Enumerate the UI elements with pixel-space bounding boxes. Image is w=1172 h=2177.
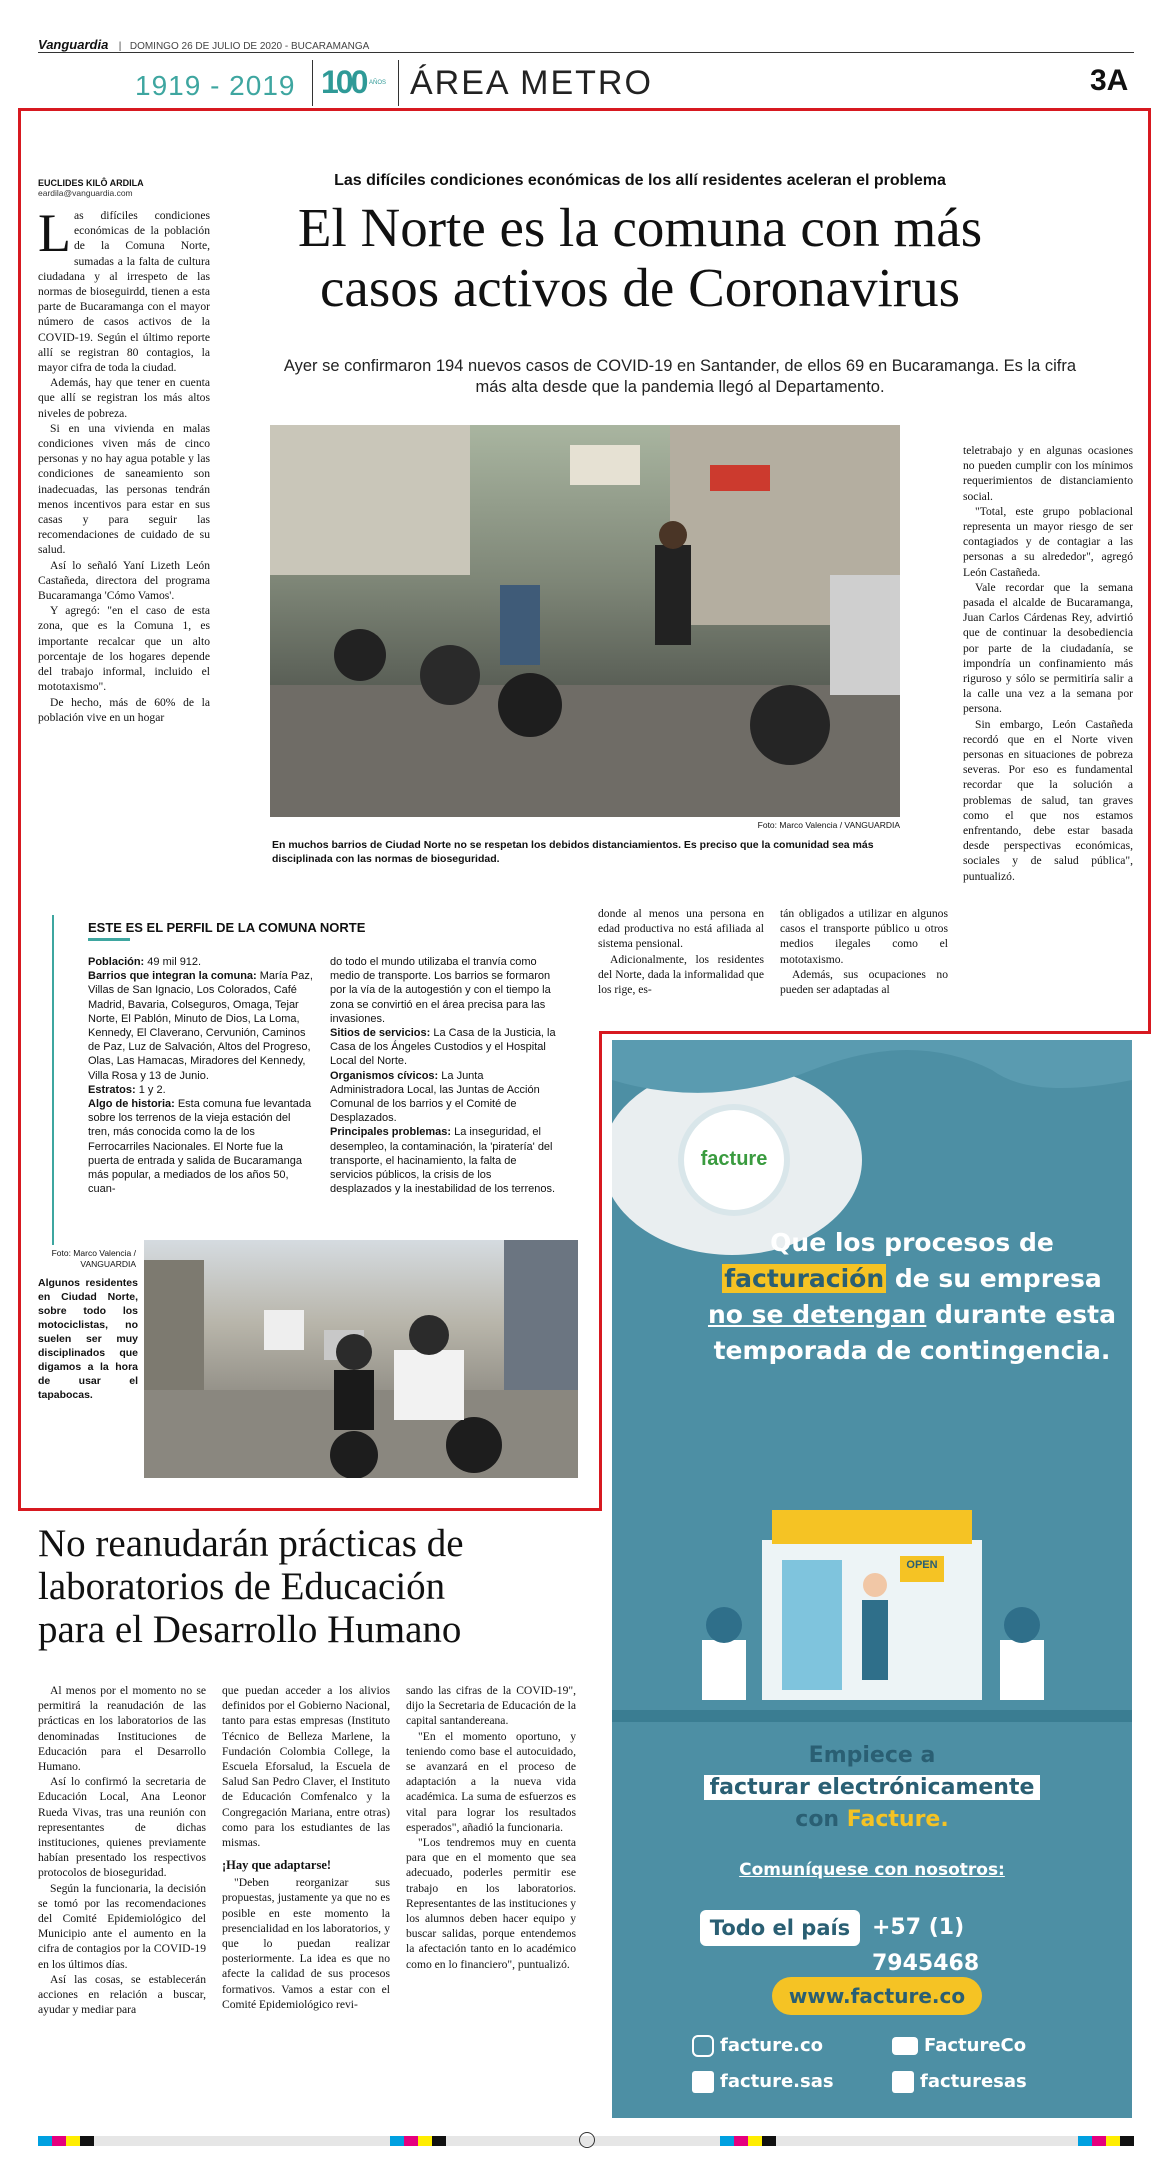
profile-right-column (330, 955, 556, 1196)
facture-ad[interactable] (612, 1040, 1132, 2118)
facture-logo: facture (684, 1110, 784, 1210)
story2-column-2: que puedan acceder a los alivios definidos por el Gobierno Nacional, tanto para estas empresas (Instituto Técnico de Belleza Marlene, la Fundación Colombia College, la Escuela Eforsalud, la Escuela de Salud San Pedro Claver, el Instituto de Educación Comfenalco y la Congregación Mariana, entre otras) como para los estudiantes de las mismas. ¡Hay que adaptarse! "Deben reorganizar sus propuestas, justamente ya que no es posible en este momento la presencialidad en los laboratorios, y que lo puedan realizar posteriormente. La idea es que no afecte la calidad de sus procesos formativos. Vamos a estar con el Comité Epidemiológico revi- (222, 1684, 390, 2011)
profile-photo-caption: Algunos residentes en Ciudad Norte, sobre todo los motociclistas, no suelen ser muy disciplinados que digamos a la hora de usar el tapabocas. (38, 1277, 138, 1401)
brand-logo: Vanguardia (38, 37, 109, 52)
author-email[interactable]: eardila@vanguardia.com (38, 188, 133, 198)
country-button[interactable]: Todo el país (700, 1910, 860, 1946)
photo-credit: Foto: Marco Valencia / VANGUARDIA (757, 820, 900, 830)
photo-caption: En muchos barrios de Ciudad Norte no se respetan los debidos distanciamientos. Es preciso que la comunidad sea más disciplinada con las normas de bioseguridad. (272, 839, 874, 865)
dropcap: L (38, 203, 71, 263)
contact-label: Comuníquese con nosotros: (739, 1860, 1005, 1880)
story1-column-1: Las difíciles condiciones económicas de la población de la Comuna Norte, sumadas a la falta de cultura ciudadana y al irrespeto de las normas de bioseguirdd, tienen a esta parte de Bucaramanga con el mayor número de casos activos de la COVID-19. Según el último reporte allí se registran 80 contagios, la mayor cifra de toda la ciudad. Además, hay que tener en cuenta que allí se registran los más altos niveles de pobreza. Si en una vivienda en malas condiciones viven más de cinco personas y no hay agua potable y las condiciones de saneamiento son inadecuadas, las personas tendrán menos incentivos para estar en sus casas y para seguir las recomendaciones de cuidado de su salud. Así lo señaló Yaní Lizeth León Castañeda, directora del programa Bucaramanga 'Cómo Vamos'. Y agregó: "en el caso de esta zona, que es la Comuna 1, es importante recalcar que un alto porcentaje de los hogares depende del trabajo informal, incluido el mototaxismo". De hecho, más de 60% de la población vive en un hogar (38, 203, 210, 724)
subhead: ¡Hay que adaptarse! (222, 1858, 332, 1873)
profile-entry: Principales problemas: La inseguridad, el desempleo, la contaminación, la 'piratería' del transporte, el hacinamiento, la falta de servicios públicos, la crisis de los desplazados y la inestabilidad de los terrenos. (330, 1126, 556, 1196)
profile-entry: Algo de historia: Esta comuna fue levantada sobre los terrenos de la vieja estación del tren, más conocida como la de los Ferrocarriles Nacionales. El Norte fue la puerta de entrada y salida de Bucaramanga más popular, a mediados de los años 50, cuan- (88, 1098, 312, 1196)
motorcycle-photo (144, 1240, 578, 1478)
ad-headline: Que los procesos de facturación de su empresa no se detengan durante esta temporada de contingencia. (707, 1228, 1116, 1365)
dateline: DOMINGO 26 DE JULIO DE 2020 - BUCARAMANGA (129, 41, 370, 52)
website-button[interactable]: www.facture.co (772, 1977, 982, 2015)
instagram-icon (692, 2035, 714, 2057)
profile-entry: Población: 49 mil 912. (88, 956, 202, 968)
deck: Ayer se confirmaron 194 nuevos casos de COVID-19 en Santander, de ellos 69 en Bucaramanga. Es la cifra más alta desde que la pandemia llegó al Departamento. (283, 357, 1077, 396)
page-number: 3A (1090, 64, 1129, 97)
anniversary-logo: 100 AÑOS (312, 60, 386, 106)
ad-cta: Empiece a facturar electrónicamente con Facture. (612, 1740, 1132, 1836)
masthead: Vanguardia | DOMINGO 26 DE JULIO DE 2020 - BUCARAMANGA (38, 37, 370, 52)
facebook-icon (692, 2071, 714, 2093)
social-linkedin[interactable]: facturesas (892, 2071, 1092, 2093)
years-label: 1919 - 2019 (135, 70, 296, 101)
youtube-icon (892, 2037, 918, 2055)
street-photo (270, 425, 900, 817)
registration-target-icon (579, 2132, 595, 2148)
story2-headline: No reanudarán prácticas de laboratorios de Educación para el Desarrollo Humano (38, 1522, 464, 1651)
linkedin-icon (892, 2071, 914, 2093)
kicker: Las difíciles condiciones económicas de los allí residentes aceleran el problema (334, 172, 946, 189)
story1-column-right: teletrabajo y en algunas ocasiones no pueden cumplir con los mínimos requerimientos de distanciamiento social. "Total, este grupo poblacional representa un mayor riesgo de ser contagiados y de contagiar a las personas a su alrededor", agregó León Castañeda. Vale recordar que la semana pasada el alcalde de Bucaramanga, Juan Carlos Cárdenas Rey, advirtió que de continuar la desobediencia por parte de la ciudadanía, se impondría un confinamiento más riguroso y sólo se permitiría salir a la calle una vez a la semana por persona. Sin embargo, León Castañeda recordó que en el Norte viven personas en situaciones de pobreza severas. Por eso es fundamental recordar que la solución a problemas de salud, tan graves como el que nos estamos enfrentando, debe estar basada desde perspectivas económicas, sociales y de salud pública", puntualizó. (963, 444, 1133, 883)
profile-entry: Barrios que integran la comuna: María Paz, Villas de San Ignacio, Los Colorados, Café Madrid, Bavaria, Colseguros, Omaga, Tejar Norte, El Pablón, Minuto de Dios, La Loma, Kennedy, El Claverano, Cervunión, Caminos de Paz, Luz de Salvación, Altos del Progreso, Olas, Las Hamacas, Miradores del Kennedy, Villa Rosa y 13 de Junio. (88, 970, 313, 1082)
story2-column-3: sando las cifras de la COVID-19", dijo la Secretaria de Educación de la capital santandereana. "En el momento oportuno, y teniendo como base el autocuidado, se avanzará en el proceso de adaptación a la nueva vida académica. La suma de esfuerzos es vital para lograr los resultados esperados", añadió la funcionaria. "Los tendremos muy en cuenta para que en el momento que sea adecuado, poderles permitir ese trabajo en los laboratorios. Representantes de las instituciones y los alumnos deben hacer equipo y buscar salidas, porque entendemos la afectación tanto en lo académico como en lo financiero", puntualizó. (406, 1684, 577, 1971)
story1-column-mid-1: donde al menos una persona en edad productiva no está afiliada al sistema pensional. Adicionalmente, los residentes del Norte, dada la informalidad que los rige, es- (598, 907, 764, 997)
byline: EUCLIDES KILÔ ARDILA eardila@vanguardia.com (38, 178, 178, 198)
phone-number[interactable]: +57 (1) 7945468 (872, 1915, 980, 1976)
profile-entry: Organismos cívicos: La Junta Administradora Local, las Juntas de Acción Comunal de los barrios y el Comité de Desplazados. (330, 1069, 540, 1125)
profile-bracket (52, 915, 66, 1245)
headline: El Norte es la comuna con más casos activos de Coronavirus (297, 197, 983, 318)
profile-entry: do todo el mundo utilizaba el tranvía como medio de transporte. Los barrios se formaron por la vía de la autogestión y con el tiempo la zona se convirtió en el área precisa para las invasiones. (330, 956, 551, 1025)
story1-column-mid-2: tán obligados a utilizar en algunos casos el transporte público u otros medios ilegales como el mototaxismo. Además, sus ocupaciones no pueden ser adaptadas al (780, 907, 948, 997)
story2-column-1: Al menos por el momento no se permitirá la reanudación de las prácticas en los laboratorios de las denominadas Instituciones de Educación para el Desarrollo Humano. Así lo confirmó la secretaria de Educación Local, Ana Leonor Rueda Vivas, tras una reunión con representantes de dichas instituciones, quienes previamente habían presentado los respectivos protocolos de bioseguridad. Según la funcionaria, la decisión se tomó por las recomendaciones del Comité Epidemiológico del Municipio ante el aumento en la cifra de contagios por la COVID-19 en los últimos días. Así las cosas, se establecerán acciones en relación a buscar, ayudar y mediar para (38, 1684, 206, 2017)
social-instagram[interactable]: facture.co (692, 2035, 882, 2057)
profile-left-column (88, 955, 314, 1196)
social-facebook[interactable]: facture.sas (692, 2071, 882, 2093)
profile-title: ESTE ES EL PERFIL DE LA COMUNA NORTE (88, 920, 366, 935)
section-title: ÁREA METRO (410, 64, 653, 102)
open-sign: OPEN (906, 1559, 938, 1571)
profile-photo-credit: Foto: Marco Valencia / VANGUARDIA (51, 1248, 136, 1269)
social-links (692, 2035, 1092, 2105)
paragraph: Las difíciles condiciones económicas de la población de la Comuna Norte, sumadas a la falta de cultura ciudadana y al irrespeto de las normas de bioseguirdd, tienen a esta parte de Bucaramanga con el mayor número de casos activos de la COVID-19. Según el último reporte allí se registran 80 contagios, la mayor cifra de toda la ciudad. (38, 203, 210, 375)
profile-entry: Sitios de servicios: La Casa de la Justicia, la Casa de los Ángeles Custodios y el Hospital Local del Norte. (330, 1027, 556, 1068)
social-youtube[interactable]: FactureCo (892, 2035, 1092, 2056)
profile-entry: Estratos: 1 y 2. (88, 1083, 166, 1096)
